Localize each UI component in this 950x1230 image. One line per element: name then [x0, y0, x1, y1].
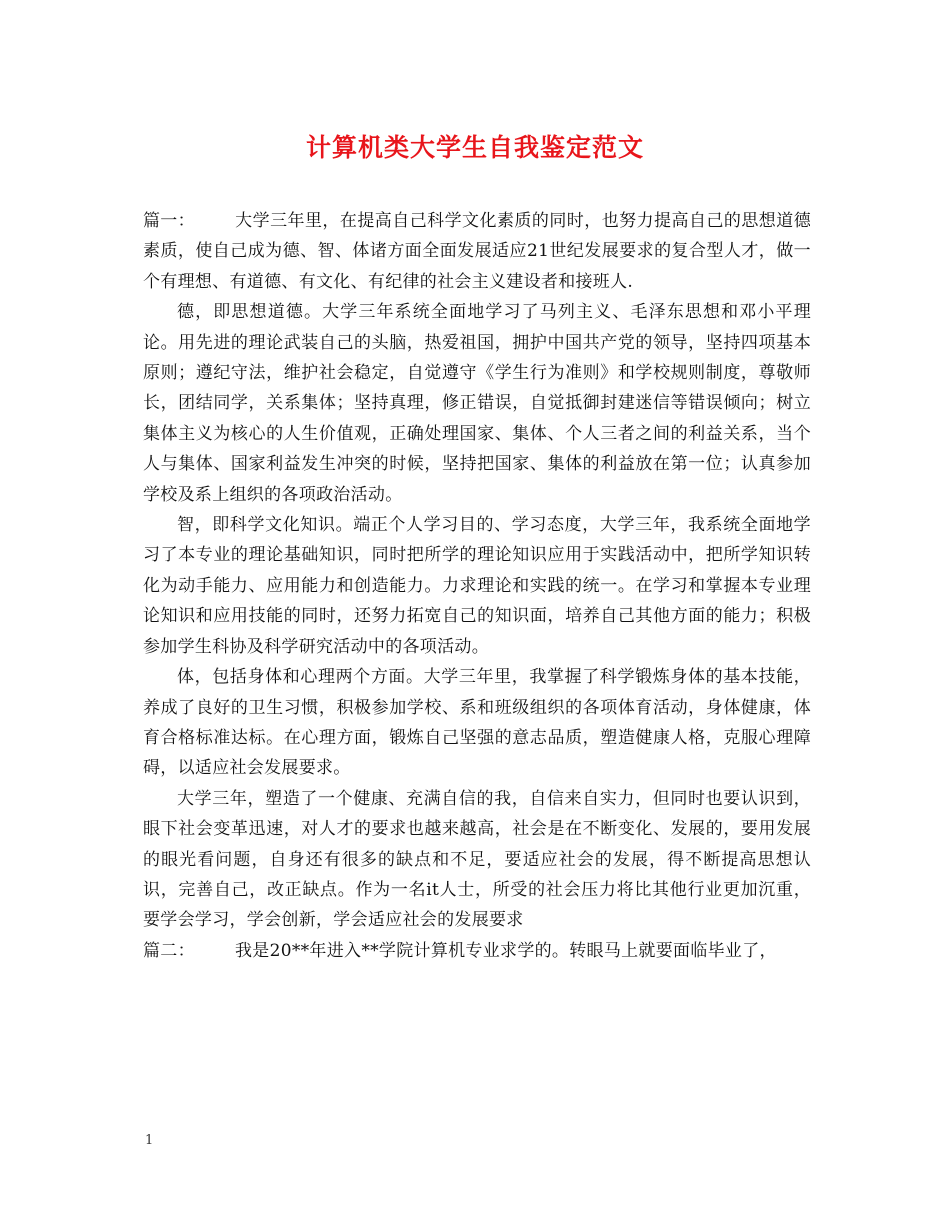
section-1-paragraph-3: 智，即科学文化知识。端正个人学习目的、学习态度，大学三年，我系统全面地学习了本专业的理论基础知识，同时把所学的理论知识应用于实践活动中，把所学知识转化为动手能力、应用能力和创造能力。力求理论和实践的统一。在学习和掌握本专业理论知识和应用技能的同时，还努力拓宽自己的知识面，培养自己其他方面的能力；积极参加学生科协及科学研究活动中的各项活动。 — [143, 515, 811, 657]
document-title: 计算机类大学生自我鉴定范文 — [305, 133, 644, 162]
section-1-paragraph-4: 体，包括身体和心理两个方面。大学三年里，我掌握了科学锻炼身体的基本技能，养成了良好的卫生习惯，积极参加学校、系和班级组织的各项体育活动，身体健康，体育合格标准达标。在心理方面，锻炼自己坚强的意志品质，塑造健康人格，克服心理障碍，以适应社会发展要求。 — [143, 667, 811, 779]
section-1-paragraph-1: 大学三年里，在提高自己科学文化素质的同时，也努力提高自己的思想道德素质，使自己成为德、智、体诸方面全面发展适应21世纪发展要求的复合型人才，做一个有理想、有道德、有文化、有纪律的社会主义建设者和接班人. — [143, 211, 811, 292]
section-2-label: 篇二： — [143, 940, 195, 961]
section-2-paragraph-1: 我是20**年进入**学院计算机专业求学的。转眼马上就要面临毕业了， — [235, 940, 777, 961]
section-1-paragraph-5: 大学三年，塑造了一个健康、充满自信的我，自信来自实力，但同时也要认识到，眼下社会变革迅速，对人才的要求也越来越高，社会是在不断变化、发展的，要用发展的眼光看问题，自身还有很多的缺点和不足，要适应社会的发展，得不断提高思想认识，完善自己，改正缺点。作为一名it人士，所受的社会压力将比其他行业更加沉重，要学会学习，学会创新，学会适应社会的发展要求 — [143, 788, 811, 931]
page-number: 1 — [145, 1133, 154, 1148]
section-1-label: 篇一： — [143, 211, 195, 231]
section-2-intro — [143, 936, 811, 966]
section-1-paragraph-2: 德，即思想道德。大学三年系统全面地学习了马列主义、毛泽东思想和邓小平理论。用先进的理论武装自己的头脑，热爱祖国，拥护中国共产党的领导，坚持四项基本原则；遵纪守法，维护社会稳定，自觉遵守《学生行为准则》和学校规则制度，尊敬师长，团结同学，关系集体；坚持真理，修正错误，自觉抵御封建迷信等错误倾向；树立集体主义为核心的人生价值观，正确处理国家、集体、个人三者之间的利益关系，当个人与集体、国家利益发生冲突的时候，坚持把国家、集体的利益放在第一位；认真参加学校及系上组织的各项政治活动。 — [143, 302, 811, 505]
document-body — [143, 206, 811, 966]
section-1-intro — [143, 206, 811, 297]
